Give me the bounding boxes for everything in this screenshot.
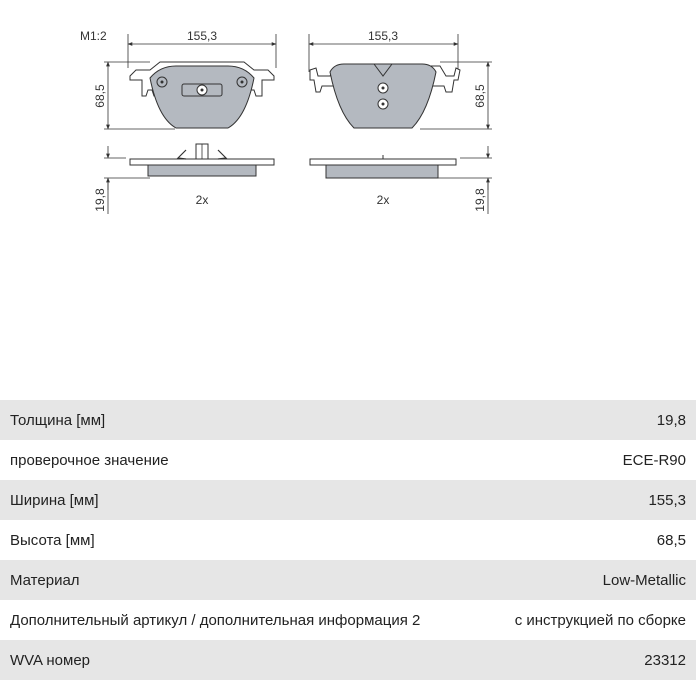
- spec-label: WVA номер: [10, 651, 91, 669]
- spec-label: Материал: [10, 571, 80, 589]
- spec-label: Дополнительный артикул / дополнительная информация 2: [10, 611, 421, 629]
- left-thickness-dimension: 19,8: [93, 188, 107, 212]
- right-thickness-dimension: 19,8: [473, 188, 487, 212]
- spec-row-wva-number: [0, 640, 696, 680]
- spec-value: 68,5: [656, 531, 686, 549]
- specifications-table: [0, 400, 696, 680]
- right-pad-front-view: [309, 29, 492, 129]
- spec-value: 19,8: [656, 411, 686, 429]
- right-width-dimension: 155,3: [367, 29, 399, 43]
- spec-row-additional-info: [0, 600, 696, 640]
- spec-row-thickness: [0, 400, 696, 440]
- spec-value: Low-Metallic: [602, 571, 686, 589]
- left-width-dimension: 155,3: [186, 29, 218, 43]
- spec-value: 23312: [644, 651, 686, 669]
- spec-value: с инструкцией по сборке: [514, 611, 686, 629]
- spec-row-width: [0, 480, 696, 520]
- spec-value: ECE-R90: [622, 451, 686, 469]
- spec-value: 155,3: [648, 491, 686, 509]
- left-pad-front-view: [93, 29, 276, 129]
- left-quantity: 2x: [195, 193, 209, 207]
- spec-label: Толщина [мм]: [10, 411, 106, 429]
- right-quantity: 2x: [376, 193, 390, 207]
- brake-pad-drawing: [0, 0, 696, 230]
- spec-row-material: [0, 560, 696, 600]
- spec-row-height: [0, 520, 696, 560]
- scale-label: M1:2: [80, 29, 107, 43]
- spec-label: Высота [мм]: [10, 531, 95, 549]
- left-pad-side-view: [93, 144, 274, 214]
- spec-row-test-value: [0, 440, 696, 480]
- spec-label: Ширина [мм]: [10, 491, 99, 509]
- technical-drawing: [0, 0, 696, 230]
- left-height-dimension: 68,5: [93, 84, 107, 108]
- right-height-dimension: 68,5: [473, 84, 487, 108]
- right-pad-side-view: [310, 146, 492, 214]
- spec-label: проверочное значение: [10, 451, 169, 469]
